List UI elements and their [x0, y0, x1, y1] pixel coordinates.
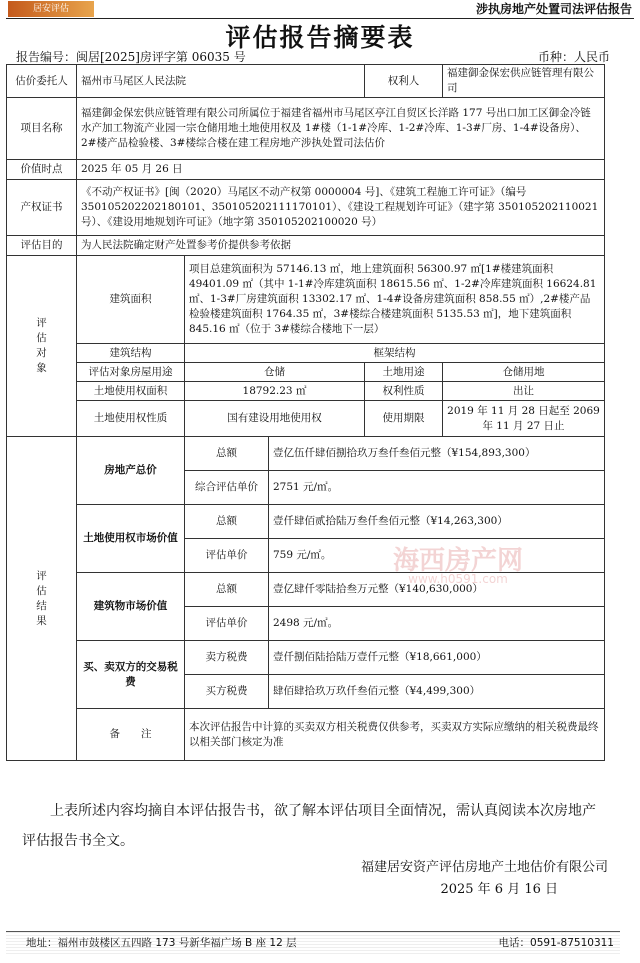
page-footer	[6, 931, 620, 954]
page-header	[0, 0, 640, 20]
land-mv-label: 土地使用权市场价值	[77, 505, 185, 573]
seller-tax-value: 壹仟捌佰陆拾陆万壹仟元整（¥18,661,000）	[269, 641, 605, 675]
doc-type-label: 涉执房地产处置司法评估报告	[475, 2, 632, 16]
result-section-label	[7, 437, 77, 761]
client-label: 估价委托人	[7, 65, 77, 98]
land-use-value: 仓储用地	[443, 363, 605, 382]
report-date: 2025 年 6 月 16 日	[440, 882, 558, 897]
right-nature-value: 出让	[443, 382, 605, 401]
land-total-value: 壹仟肆佰贰拾陆万叁仟叁佰元整（¥14,263,300）	[269, 505, 605, 539]
land-area-value: 18792.23 ㎡	[185, 382, 365, 401]
table-row	[7, 709, 605, 761]
value-date: 2025 年 05 月 26 日	[77, 160, 605, 180]
unit-label: 综合评估单价	[185, 471, 269, 505]
area-label: 建筑面积	[77, 256, 185, 344]
object-char: 象	[36, 362, 47, 374]
company-logo: 居安评估	[8, 1, 94, 17]
buyer-tax-value: 肆佰肆拾玖万玖仟叁佰元整（¥4,499,300）	[269, 675, 605, 709]
object-char: 对	[36, 347, 47, 359]
buyer-tax-label: 买方税费	[185, 675, 269, 709]
purpose-label: 评估目的	[7, 236, 77, 256]
term-value: 2019 年 11 月 28 日起至 2069 年 11 月 27 日止	[443, 401, 605, 437]
company-name: 福建居安资产评估房地产土地估价有限公司	[360, 860, 608, 875]
object-section-label	[7, 256, 77, 437]
re-unit-value: 2751 元/㎡。	[269, 471, 605, 505]
result-char: 结	[36, 599, 47, 612]
note-value: 本次评估报告中计算的买卖双方相关税费仅供参考，买卖双方实际应缴纳的相关税费最终以相关部门核定为准	[185, 709, 605, 761]
watermark-logo: 海西房产网	[392, 546, 523, 576]
report-number: 报告编号：闽居[2025]房评字第 06035 号	[16, 50, 246, 64]
usage-value: 仓储	[185, 363, 365, 382]
project-value: 福建御金保宏供应链管理有限公司所属位于福建省福州市马尾区亭江自贸区长洋路 177 号出口加工区御金冷链水产加工物流产业园一宗仓储用地土地使用权及 1#楼（1-1#冷库、1-2#冷库、1-3#厂房、1-4#设备房）、2#楼产品检验楼、3#楼综合楼在建工程房地产涉执处置司法估价	[77, 98, 605, 160]
result-char: 估	[36, 584, 47, 597]
table-row	[7, 256, 605, 344]
re-total-value: 壹亿伍仟肆佰捌拾玖万叁仟叁佰元整（¥154,893,300）	[269, 437, 605, 471]
table-row	[7, 160, 605, 180]
cert-value: 《不动产权证书》[闽（2020）马尾区不动产权第 0000004 号]、《建筑工程施工许可证》（编号 350105202202180101、350105202111170101）、《建设工程规划许可证》（建字第 350105202110021 号）、《建设用地规划许可证》（地字第 350105202100020 号）	[77, 180, 605, 236]
client-value: 福州市马尾区人民法院	[77, 65, 365, 98]
re-total-label: 房地产总价	[77, 437, 185, 505]
project-label: 项目名称	[7, 98, 77, 160]
table-row	[7, 401, 605, 437]
table-row	[7, 65, 605, 98]
cert-label: 产权证书	[7, 180, 77, 236]
table-row	[7, 363, 605, 382]
table-row	[7, 98, 605, 160]
object-char: 评	[36, 317, 47, 329]
result-char: 果	[36, 614, 47, 627]
term-label: 使用期限	[365, 401, 443, 437]
total-label: 总额	[185, 505, 269, 539]
table-row	[7, 180, 605, 236]
building-unit-value: 2498 元/㎡。	[269, 607, 605, 641]
land-nature-value: 国有建设用地使用权	[185, 401, 365, 437]
page-title: 评估报告摘要表	[225, 23, 415, 52]
owner-value: 福建御金保宏供应链管理有限公司	[443, 65, 605, 98]
table-row	[7, 382, 605, 401]
table-row	[7, 437, 605, 471]
right-nature-label: 权利性质	[365, 382, 443, 401]
footer-phone: 电话：0591-87510311	[498, 937, 614, 949]
table-row	[7, 641, 605, 675]
owner-label: 权利人	[365, 65, 443, 98]
total-label: 总额	[185, 437, 269, 471]
table-row	[7, 505, 605, 539]
currency-label: 币种：人民币	[537, 50, 610, 64]
usage-label: 评估对象房屋用途	[77, 363, 185, 382]
unit-label: 评估单价	[185, 607, 269, 641]
structure-value: 框架结构	[185, 344, 605, 363]
land-nature-label: 土地使用权性质	[77, 401, 185, 437]
area-value: 项目总建筑面积为 57146.13 ㎡，地上建筑面积 56300.97 ㎡[1#楼建筑面积 49401.09 ㎡（其中 1-1#冷库建筑面积 18615.56 ㎡、1-2#冷库建筑面积 16624.81 ㎡、1-3#厂房建筑面积 13302.17 ㎡、1-4#设备房建筑面积 858.55 ㎡）,2#楼产品检验楼建筑面积 1764.35 ㎡，3#楼综合楼建筑面积 5135.53 ㎡]，地下建筑面积 845.16 ㎡（位于 3#楼综合楼地下一层）	[185, 256, 605, 344]
tax-label: 买、卖双方的交易税费	[77, 641, 185, 709]
summary-table	[6, 64, 605, 761]
total-label: 总额	[185, 573, 269, 607]
value-date-label: 价值时点	[7, 160, 77, 180]
table-row	[7, 344, 605, 363]
seller-tax-label: 卖方税费	[185, 641, 269, 675]
summary-statement: 上表所述内容均摘自本评估报告书，欲了解本评估项目全面情况，需认真阅读本次房地产评估报告书全文。	[22, 803, 596, 849]
result-char: 评	[36, 569, 47, 582]
watermark-url: www.h0591.com	[408, 572, 508, 586]
footer-address: 地址：福州市鼓楼区五四路 173 号新华福广场 B 座 12 层	[26, 937, 297, 949]
building-mv-label: 建筑物市场价值	[77, 573, 185, 641]
object-char: 估	[36, 332, 47, 344]
unit-label: 评估单价	[185, 539, 269, 573]
land-area-label: 土地使用权面积	[77, 382, 185, 401]
note-label: 备 注	[77, 709, 185, 761]
purpose-value: 为人民法院确定财产处置参考价提供参考依据	[77, 236, 605, 256]
building-total-value: 壹亿肆仟零陆拾叁万元整（¥140,630,000）	[269, 573, 605, 607]
structure-label: 建筑结构	[77, 344, 185, 363]
land-use-label: 土地用途	[365, 363, 443, 382]
table-row	[7, 236, 605, 256]
land-unit-value: 759 元/㎡。	[269, 539, 605, 573]
